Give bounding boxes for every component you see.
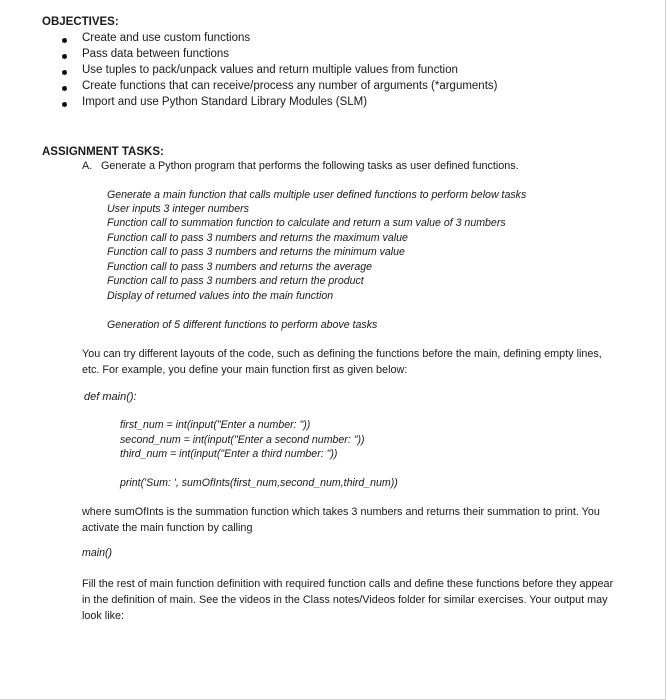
objective-item: Create functions that can receive/process any number of arguments (*arguments) xyxy=(82,80,498,92)
objectives-heading: OBJECTIVES: xyxy=(42,16,119,28)
main-call: main() xyxy=(82,547,113,559)
code-line: first_num = int(input("Enter a number: ")) xyxy=(120,419,311,431)
bullet-icon xyxy=(62,38,67,43)
where-paragraph: where sumOfInts is the summation function which takes 3 numbers and returns their summation to print. You activate the main function by calling xyxy=(82,506,600,534)
task-step: Function call to pass 3 numbers and returns the maximum value xyxy=(107,232,408,244)
objective-item: Use tuples to pack/unpack values and return multiple values from function xyxy=(82,64,458,76)
bullet-icon xyxy=(62,54,67,59)
objective-item: Create and use custom functions xyxy=(82,32,251,44)
bullet-icon xyxy=(62,102,67,107)
code-line: second_num = int(input("Enter a second number: ")) xyxy=(120,434,365,446)
task-step: Function call to pass 3 numbers and return the product xyxy=(107,275,364,287)
objective-item: Import and use Python Standard Library Modules (SLM) xyxy=(82,96,368,108)
task-step: User inputs 3 integer numbers xyxy=(107,203,249,215)
bullet-icon xyxy=(62,86,67,91)
task-step: Generate a main function that calls multiple user defined functions to perform below tasks xyxy=(107,189,527,201)
task-a-marker: A. xyxy=(82,160,93,172)
fill-paragraph: Fill the rest of main function definition with required function calls and define these functions before they appear in the definition of main. See the videos in the Class notes/Videos folder for similar exercises. Your output may look like: xyxy=(82,578,614,622)
task-step: Display of returned values into the main function xyxy=(107,290,334,302)
code-print-line: print('Sum: ', sumOfInts(first_num,second_num,third_num)) xyxy=(120,477,398,489)
bullet-icon xyxy=(62,70,67,75)
task-step: Function call to pass 3 numbers and returns the minimum value xyxy=(107,246,405,258)
task-step: Function call to pass 3 numbers and returns the average xyxy=(107,261,372,273)
task-step: Function call to summation function to calculate and return a sum value of 3 numbers xyxy=(107,217,506,229)
task-a-text: Generate a Python program that performs the following tasks as user defined functions. xyxy=(101,160,519,172)
generation-note: Generation of 5 different functions to perform above tasks xyxy=(107,319,378,331)
code-def-line: def main(): xyxy=(84,391,137,403)
layout-paragraph: You can try different layouts of the code, such as defining the functions before the main, defining empty lines, etc. For example, you define your main function first as given below: xyxy=(82,348,602,376)
assignment-heading: ASSIGNMENT TASKS: xyxy=(42,146,164,158)
code-line: third_num = int(input("Enter a third number: ")) xyxy=(120,448,338,460)
objective-item: Pass data between functions xyxy=(82,48,230,60)
